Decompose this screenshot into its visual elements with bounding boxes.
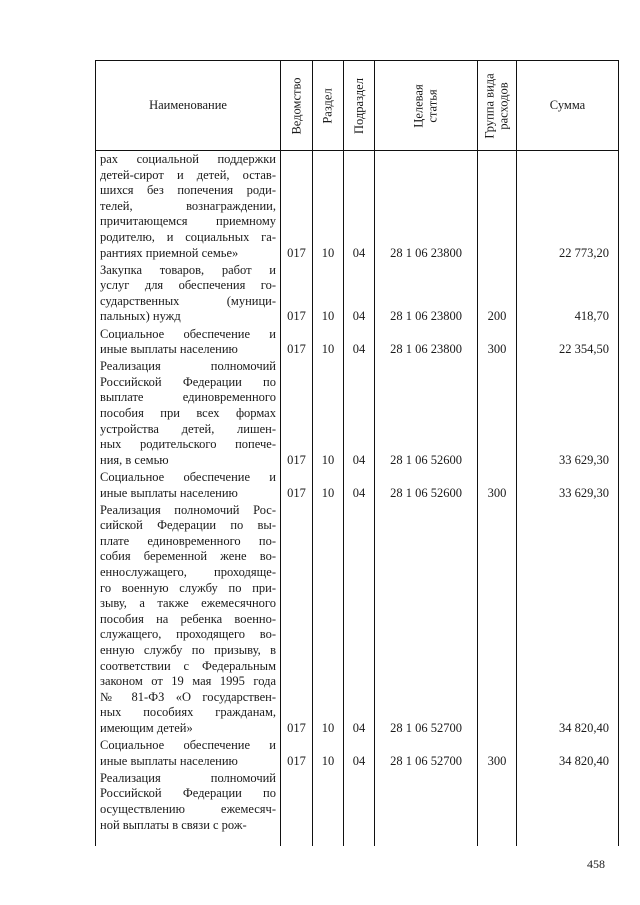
- row-name-line: родителю, и социальных га-: [100, 229, 276, 244]
- row-ved: 017: [287, 245, 306, 260]
- row-sum: 418,70: [574, 309, 609, 324]
- row-name-line: сударственных (муници-: [100, 293, 276, 308]
- row-cel: 28 1 06 23800: [390, 309, 462, 324]
- row-pod: 04: [352, 721, 366, 736]
- row-name-line: иные выплаты населению: [100, 342, 238, 357]
- row-name: [100, 503, 276, 737]
- row-name-line: Реализация полномочий: [100, 359, 276, 374]
- header-vedomstvo: Ведомство: [289, 76, 304, 135]
- row-pod: 04: [352, 342, 366, 357]
- row-name-line: детей-сирот и детей, остав-: [100, 167, 276, 182]
- row-name-line: сийской Федерации по вы-: [100, 518, 276, 533]
- row-name: [100, 263, 276, 325]
- row-sum: 22 773,20: [559, 245, 609, 260]
- row-name-line: осуществлению ежемесяч-: [100, 802, 276, 817]
- row-sum: 34 820,40: [559, 721, 609, 736]
- row-raz: 10: [321, 342, 335, 357]
- row-pod: 04: [352, 753, 366, 768]
- row-name-line: рах социальной поддержки: [100, 152, 276, 166]
- row-name-line: зыву, а также ежемесячного: [100, 596, 276, 611]
- row-name-line: услуг для обеспечения го-: [100, 278, 276, 293]
- row-name-line: ной выплаты в связи с рож-: [100, 817, 247, 832]
- row-grp: 200: [487, 309, 507, 324]
- row-ved: 017: [287, 485, 306, 500]
- row-name-line: Социальное обеспечение и: [100, 738, 276, 753]
- row-name-line: Закупка товаров, работ и: [100, 262, 276, 277]
- row-name-line: № 81-ФЗ «О государствен-: [100, 689, 276, 704]
- row-name-line: ных пособиях гражданам,: [100, 705, 276, 720]
- row-ved: 017: [287, 452, 306, 467]
- row-name-line: Социальное обеспечение и: [100, 326, 276, 341]
- row-cel: 28 1 06 52700: [390, 753, 462, 768]
- row-sum: 34 820,40: [559, 753, 609, 768]
- row-name-line: пальных) нужд: [100, 309, 181, 324]
- row-name-line: Реализация полномочий Рос-: [100, 502, 276, 517]
- row-name-line: Российской Федерации по: [100, 374, 276, 389]
- row-grp: 300: [487, 485, 507, 500]
- row-raz: 10: [321, 309, 335, 324]
- row-name-line: законом от 19 мая 1995 года: [100, 674, 276, 689]
- table-row: [96, 327, 618, 358]
- header-gruppa-vida-rashodov: Группа вида расходов: [483, 72, 512, 139]
- table-row: [96, 152, 618, 261]
- row-name-line: пособия при всех формах: [100, 406, 276, 421]
- header-name: Наименование: [149, 98, 227, 112]
- row-name-line: имеющим детей»: [100, 721, 193, 735]
- row-name-line: енную службу по призыву, в: [100, 643, 276, 658]
- row-name-line: пособия на ребенка военно-: [100, 611, 276, 626]
- row-name-line: го военную службу по при-: [100, 580, 276, 595]
- table-row: [96, 359, 618, 468]
- row-pod: 04: [352, 309, 366, 324]
- row-grp: 300: [487, 342, 507, 357]
- header-celevaya-statya: Целевая статья: [412, 83, 440, 128]
- row-name-line: еннослужащего, проходяще-: [100, 565, 276, 580]
- row-name: [100, 738, 276, 769]
- row-raz: 10: [321, 721, 335, 736]
- row-ved: 017: [287, 721, 306, 736]
- row-name-line: иные выплаты населению: [100, 485, 238, 500]
- row-name-line: ния, в семью: [100, 452, 169, 467]
- row-cel: 28 1 06 52600: [390, 485, 462, 500]
- row-sum: 33 629,30: [559, 452, 609, 467]
- row-pod: 04: [352, 485, 366, 500]
- row-cel: 28 1 06 52700: [390, 721, 462, 736]
- row-name: [100, 327, 276, 358]
- row-pod: 04: [352, 245, 366, 260]
- row-name-line: Российской Федерации по: [100, 786, 276, 801]
- table-row: [96, 263, 618, 325]
- table-row: [96, 470, 618, 501]
- row-name-line: выплате единовременного: [100, 390, 276, 405]
- row-name-line: Социальное обеспечение и: [100, 470, 276, 484]
- row-name-line: шихся без попечения роди-: [100, 183, 276, 198]
- budget-table: [95, 60, 619, 846]
- row-ved: 017: [287, 309, 306, 324]
- row-name-line: плате единовременного по-: [100, 533, 276, 548]
- table-row: [96, 771, 618, 833]
- row-ved: 017: [287, 753, 306, 768]
- row-name-line: иные выплаты населению: [100, 753, 238, 768]
- row-name-line: причитающемся приемному: [100, 214, 276, 229]
- header-summa: Сумма: [549, 98, 586, 112]
- row-cel: 28 1 06 23800: [390, 245, 462, 260]
- row-name-line: собия беременной жене во-: [100, 549, 276, 564]
- row-cel: 28 1 06 52600: [390, 452, 462, 467]
- row-cel: 28 1 06 23800: [390, 342, 462, 357]
- row-name-line: служащего, проходящего во-: [100, 627, 276, 642]
- row-name-line: Реализация полномочий: [100, 770, 276, 785]
- row-sum: 33 629,30: [559, 485, 609, 500]
- row-grp: 300: [487, 753, 507, 768]
- row-pod: 04: [352, 452, 366, 467]
- row-name: [100, 359, 276, 468]
- header-podrazdel: Подраздел: [352, 77, 366, 134]
- row-name: [100, 771, 276, 833]
- row-sum: 22 354,50: [559, 342, 609, 357]
- header-razdel: Раздел: [321, 87, 336, 124]
- table-row: [96, 738, 618, 769]
- row-name: [100, 470, 276, 501]
- row-name-line: телей, вознаграждении,: [100, 198, 276, 213]
- row-name-line: соответствии с Федеральным: [100, 658, 276, 673]
- row-name-line: ных родительского попече-: [100, 437, 276, 452]
- row-name-line: рантиях приемной семье»: [100, 245, 239, 260]
- page-number: 458: [587, 857, 605, 871]
- row-raz: 10: [321, 485, 335, 500]
- row-raz: 10: [321, 452, 335, 467]
- row-ved: 017: [287, 342, 306, 357]
- row-name: [100, 152, 276, 261]
- row-name-line: устройства детей, лишен-: [100, 421, 276, 436]
- row-raz: 10: [321, 753, 335, 768]
- row-raz: 10: [321, 245, 335, 260]
- table-row: [96, 503, 618, 737]
